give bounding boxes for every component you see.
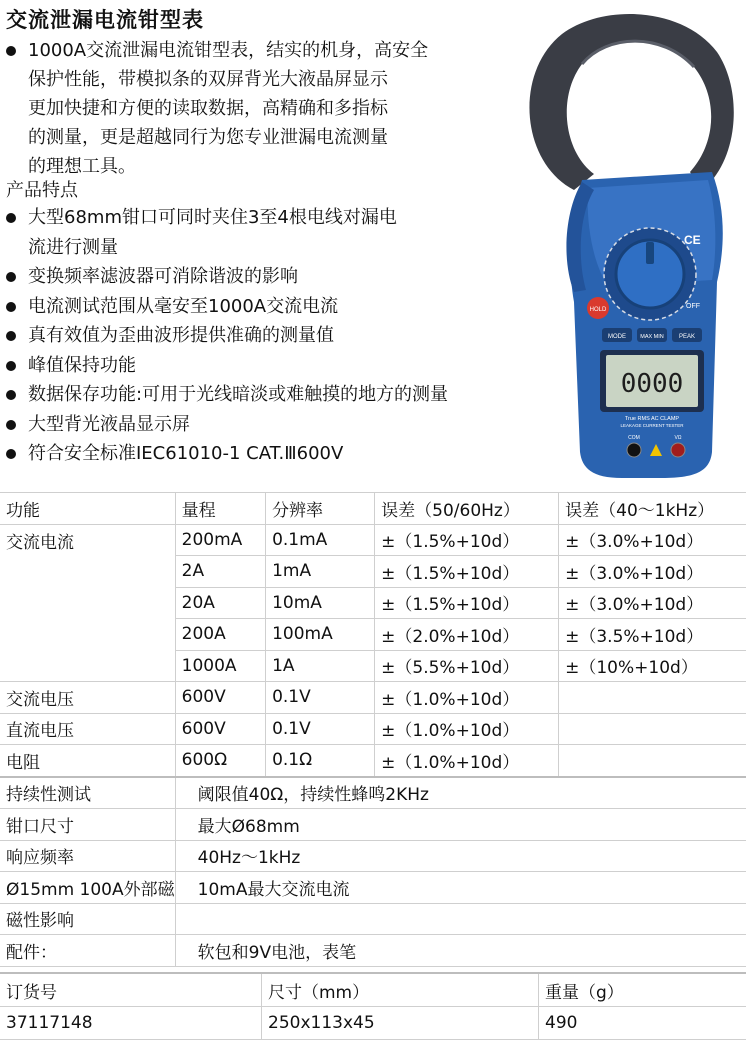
resolution-cell: 0.1V [266,682,375,714]
feature-item [6,292,586,322]
error-50-60hz-cell: ±（5.5%+10d） [375,650,559,682]
info-label-cell: 配件： [0,935,175,967]
info-label-cell: 持续性测试 [0,777,175,809]
function-cell: 交流电压 [0,682,175,714]
intro-line: 的测量，更是超越同行为您专业泄漏电流测量 [28,127,388,148]
spec-row [0,524,746,556]
resolution-cell: 1A [266,650,375,682]
error-50-60hz-cell: ±（1.0%+10d） [375,682,559,714]
bullet-dot [6,213,16,223]
bullet-dot [6,272,16,282]
info-value-cell: 最大Ø68mm [175,809,746,841]
bullet-dot [6,449,16,459]
function-cell: 直流电压 [0,713,175,745]
error-40-1khz-cell: ±（3.0%+10d） [559,587,746,619]
info-label-cell: 响应频率 [0,840,175,872]
error-50-60hz-cell: ±（1.5%+10d） [375,524,559,556]
range-cell: 600V [175,682,265,714]
device-sublabel: LEAKAGE CURRENT TESTER [620,423,684,428]
spec-table [0,492,746,967]
feature-text: 电流测试范围从毫安至1000A交流电流 [28,295,339,317]
maxmin-button-label: MAX MIN [640,334,664,340]
error-40-1khz-cell [559,682,746,714]
weight-value: 490 [539,1007,747,1040]
function-cell: 交流电流 [0,524,175,556]
feature-item [6,351,586,381]
info-label-cell: Ø15mm 100A外部磁 [0,872,175,904]
function-cell: 电阻 [0,745,175,777]
error-40-1khz-cell [559,745,746,777]
feature-item [6,321,586,351]
size-header: 尺寸（mm） [262,973,539,1007]
order-number-header: 订货号 [0,973,262,1007]
order-number-value: 37117148 [0,1007,262,1040]
feature-text: 流进行测量 [28,236,118,258]
range-cell: 200A [175,619,265,651]
spec-info-row [0,935,746,967]
feature-text: 真有效值为歪曲波形提供准确的测量值 [28,325,334,346]
header-cell: 分辨率 [266,493,375,525]
info-label-cell: 磁性影响 [0,903,175,935]
spec-info-row [0,840,746,872]
spec-info-row [0,872,746,904]
info-label-cell: 钳口尺寸 [0,809,175,841]
feature-text: 符合安全标准IEC61010-1 CAT.Ⅲ600V [28,443,344,464]
range-cell: 600Ω [175,745,265,777]
function-cell [0,619,175,651]
intro-line: 更加快捷和方便的读取数据，高精确和多指标 [28,98,388,119]
feature-item [6,380,586,410]
error-40-1khz-cell: ±（3.0%+10d） [559,556,746,588]
com-port-label: COM [628,435,640,441]
resolution-cell: 1mA [266,556,375,588]
spec-header-row [0,493,746,525]
spec-info-row [0,809,746,841]
resolution-cell: 10mA [266,587,375,619]
hold-button-label: HOLD [589,307,607,313]
spec-row [0,650,746,682]
error-50-60hz-cell: ±（1.5%+10d） [375,556,559,588]
info-value-cell: 40Hz～1kHz [175,840,746,872]
resolution-cell: 0.1mA [266,524,375,556]
feature-text: 数据保存功能:可用于光线暗淡或难触摸的地方的测量 [28,384,449,405]
weight-header: 重量（g） [539,973,747,1007]
feature-item [6,262,586,292]
resolution-cell: 0.1Ω [266,745,375,777]
info-value-cell: 阈限值40Ω，持续性蜂鸣2KHz [175,777,746,809]
range-cell: 1000A [175,650,265,682]
intro-line: 保护性能，带模拟条的双屏背光大液晶屏显示 [28,69,388,90]
function-cell [0,587,175,619]
mode-button-label: MODE [608,334,626,340]
spec-row [0,619,746,651]
com-jack[interactable] [627,443,641,457]
error-50-60hz-cell: ±（2.0%+10d） [375,619,559,651]
bullet-dot [6,331,16,341]
features-heading: 产品特点 [6,180,78,201]
info-value-cell [175,903,746,935]
lcd-reading: 0000 [620,369,684,399]
error-40-1khz-cell: ±（3.0%+10d） [559,524,746,556]
clamp-meter-illustration [512,12,744,482]
bullet-dot [6,361,16,371]
feature-text: 变换频率滤波器可消除谐波的影响 [28,266,298,287]
page-title: 交流泄漏电流钳型表 [6,8,204,32]
info-value-cell: 10mA最大交流电流 [175,872,746,904]
order-table [0,972,746,1040]
range-cell: 600V [175,713,265,745]
bullet-dot [6,302,16,312]
spec-row [0,713,746,745]
error-40-1khz-cell [559,713,746,745]
spec-row [0,556,746,588]
order-value-row [0,1007,746,1040]
dial-off-label: OFF [686,303,700,310]
device-label: True RMS AC CLAMP [624,416,680,422]
feature-text: 大型背光液晶显示屏 [28,413,190,435]
function-cell [0,556,175,588]
resolution-cell: 0.1V [266,713,375,745]
feature-text: 大型68mm钳口可同时夹住3至4根电线对漏电 [28,207,397,228]
info-value-cell: 软包和9V电池，表笔 [175,935,746,967]
spec-row [0,745,746,777]
range-cell: 200mA [175,524,265,556]
intro-line: 1000A交流泄漏电流钳型表，结实的机身，高安全 [28,40,429,61]
header-cell: 误差（40～1kHz） [559,493,746,525]
header-cell: 功能 [0,493,175,525]
v-ohm-jack[interactable] [671,443,685,457]
size-value: 250x113x45 [262,1007,539,1040]
spec-row [0,682,746,714]
error-40-1khz-cell: ±（3.5%+10d） [559,619,746,651]
spec-info-row [0,777,746,809]
header-cell: 量程 [175,493,265,525]
feature-item [6,439,586,469]
feature-text: 峰值保持功能 [28,354,136,376]
peak-button-label: PEAK [678,334,696,340]
ce-mark: CE [684,233,701,247]
feature-item [6,410,586,440]
error-50-60hz-cell: ±（1.0%+10d） [375,745,559,777]
header-cell: 误差（50/60Hz） [375,493,559,525]
error-50-60hz-cell: ±（1.0%+10d） [375,713,559,745]
intro-paragraph [6,36,526,181]
intro-line: 的理想工具。 [28,156,136,177]
feature-item [6,203,586,262]
order-header-row [0,973,746,1007]
error-40-1khz-cell: ±（10%+10d） [559,650,746,682]
range-cell: 2A [175,556,265,588]
bullet-dot [6,420,16,430]
spec-info-row [0,903,746,935]
function-cell [0,650,175,682]
bullet-dot [6,390,16,400]
features-list [6,203,586,469]
error-50-60hz-cell: ±（1.5%+10d） [375,587,559,619]
resolution-cell: 100mA [266,619,375,651]
spec-row [0,587,746,619]
v-ohm-port-label: VΩ [674,435,682,441]
range-cell: 20A [175,587,265,619]
